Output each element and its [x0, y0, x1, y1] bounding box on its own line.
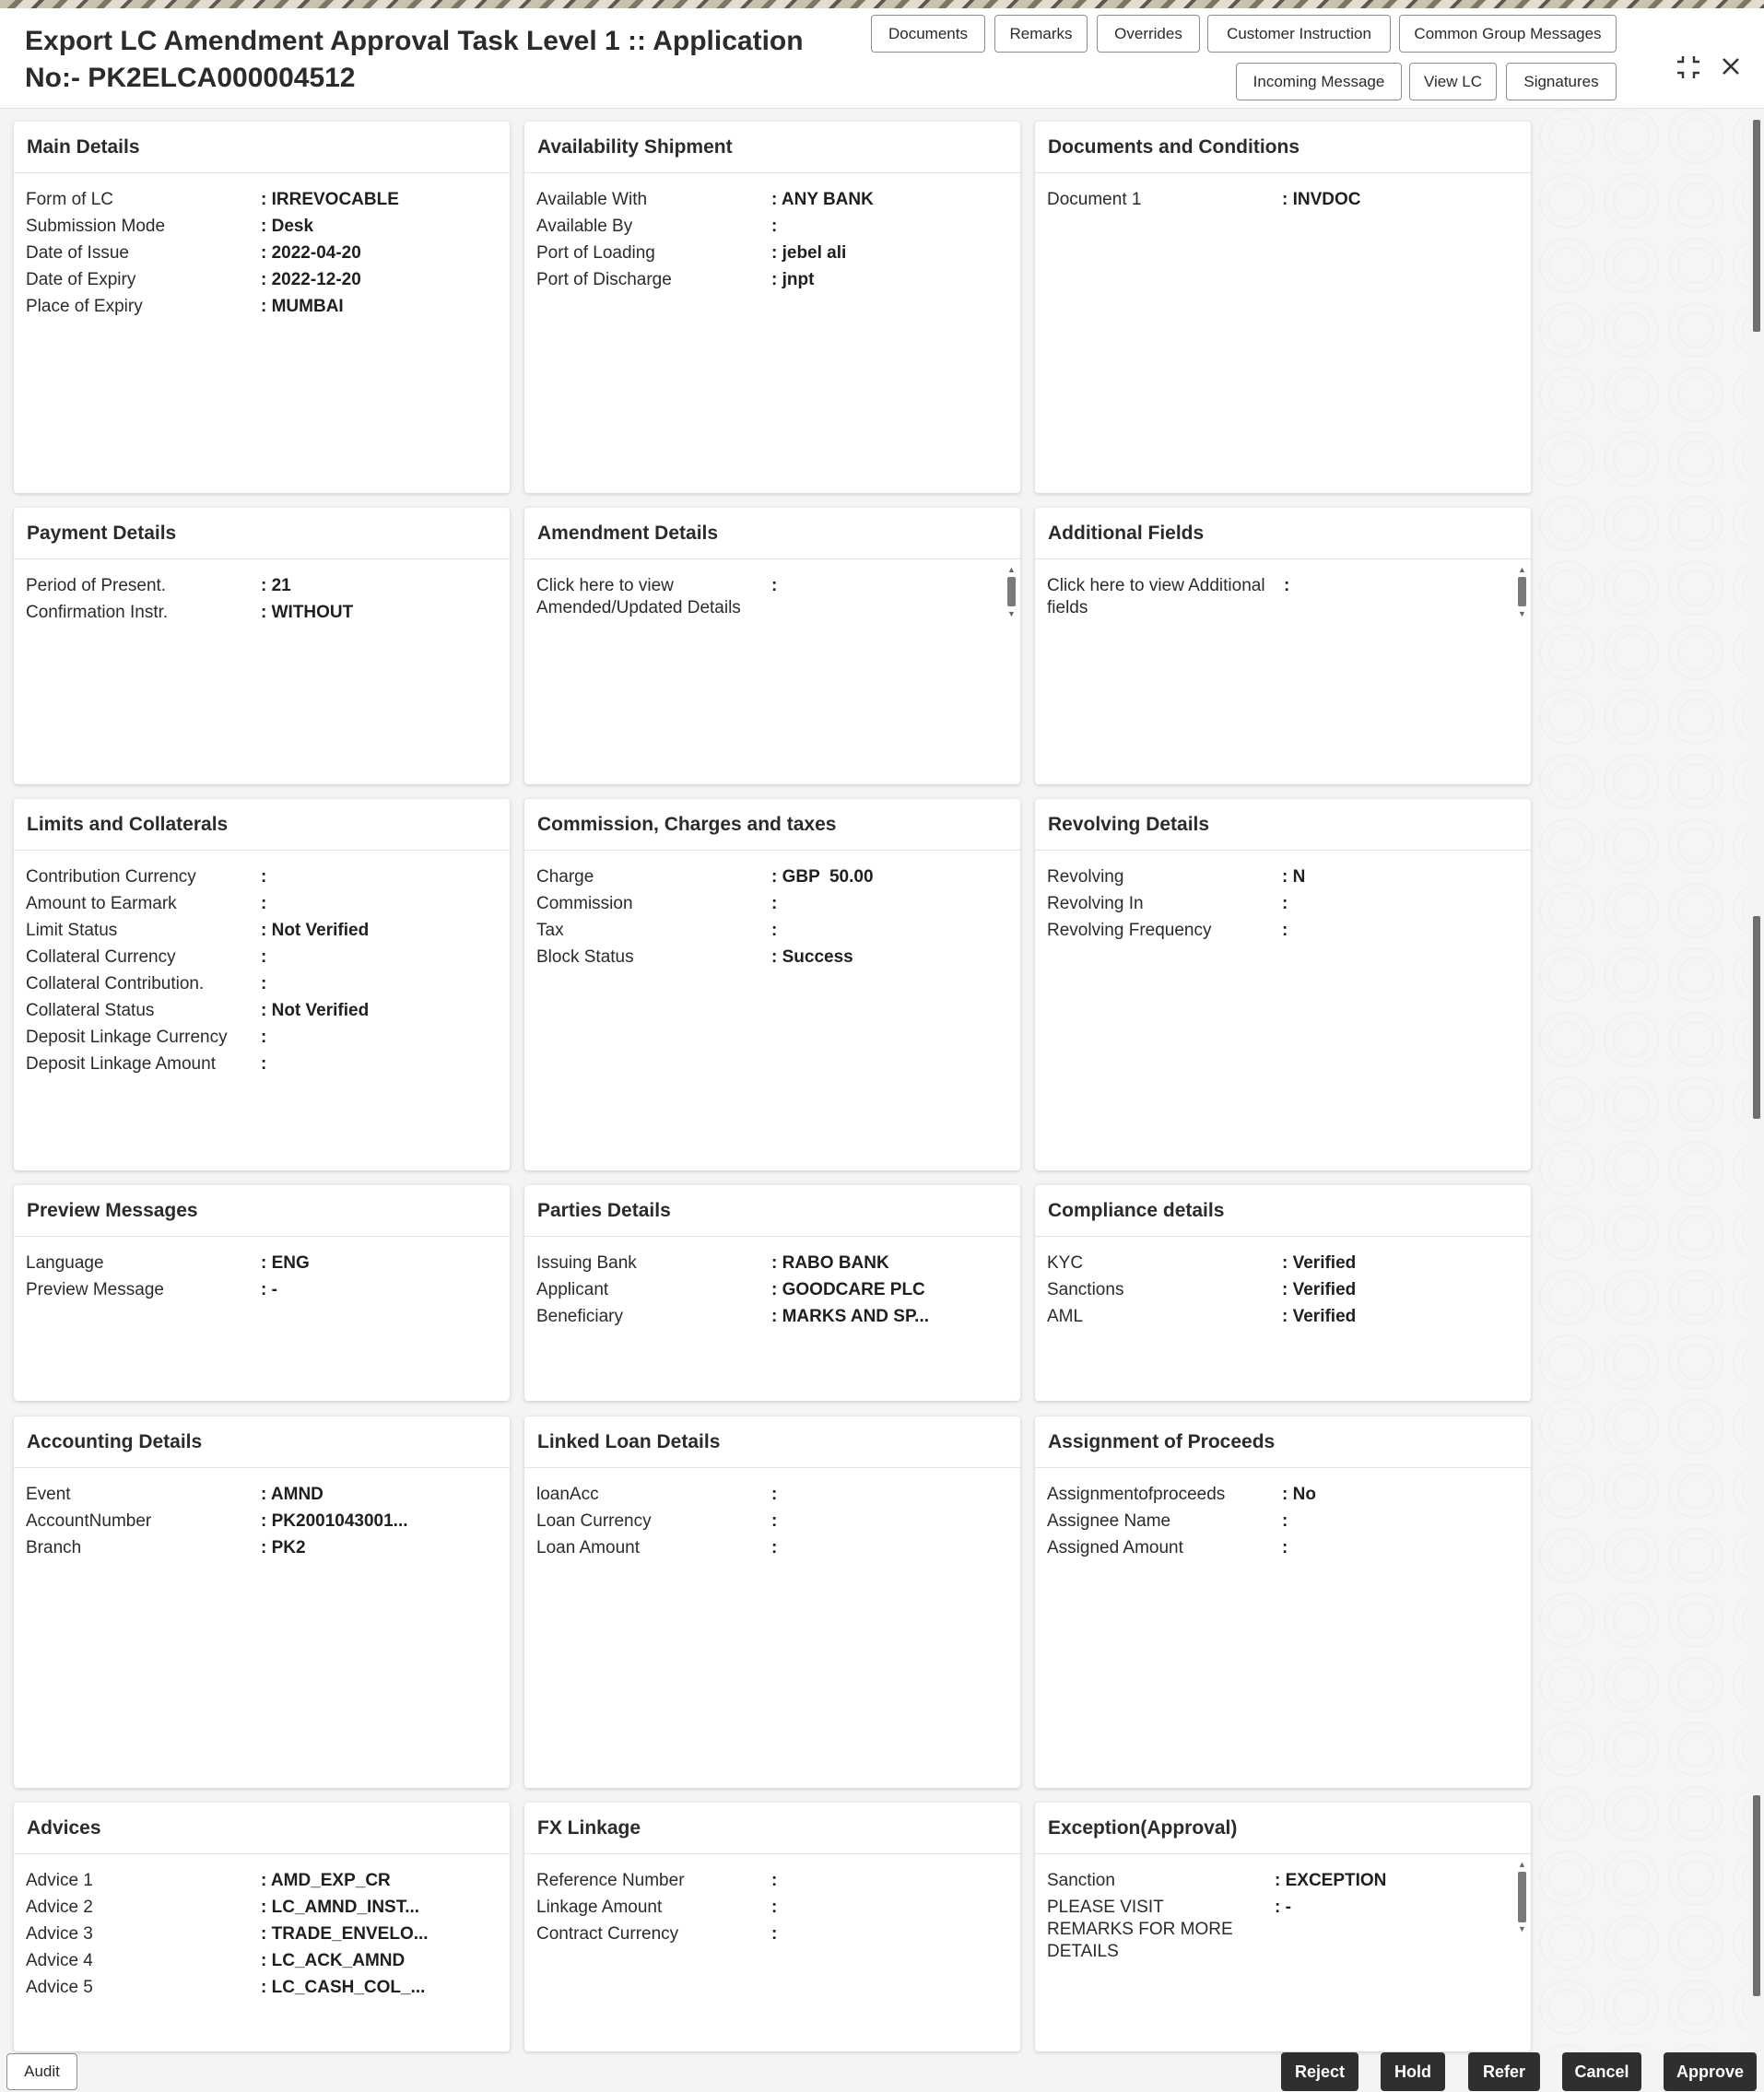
card-title: Revolving Details: [1035, 799, 1531, 851]
row-label: Block Status: [536, 947, 634, 967]
row-label: Commission: [536, 894, 633, 913]
row-label: KYC: [1047, 1253, 1084, 1273]
row-value: :: [261, 974, 267, 993]
detail-row: [536, 1484, 1020, 1510]
row-value: :: [771, 217, 778, 236]
row-value: :: [261, 1028, 267, 1047]
overrides-button[interactable]: Overrides: [1097, 15, 1200, 53]
card-title: Additional Fields: [1035, 508, 1531, 559]
customer-instruction-button[interactable]: Customer Instruction: [1207, 15, 1391, 53]
row-value: :: [261, 947, 267, 967]
detail-row: [536, 189, 1020, 216]
row-value: :: [771, 1871, 778, 1890]
row-value: : MUMBAI: [261, 297, 344, 316]
detail-row: [1047, 920, 1531, 946]
detail-row: [26, 296, 510, 323]
card-title: Linked Loan Details: [524, 1416, 1020, 1468]
row-label: Form of LC: [26, 190, 114, 209]
detail-row: [1047, 866, 1531, 893]
row-value: :: [771, 1538, 778, 1557]
header: [0, 8, 1764, 109]
assignment-proceeds-card: [1035, 1416, 1531, 1788]
detail-row: [536, 1279, 1020, 1306]
row-value: : No: [1282, 1485, 1316, 1504]
card-title: Advices: [14, 1803, 510, 1854]
row-label: Issuing Bank: [536, 1253, 637, 1273]
row-label: Reference Number: [536, 1871, 685, 1890]
detail-row: [1047, 1537, 1531, 1564]
card-title: Availability Shipment: [524, 122, 1020, 173]
row-label: Assigned Amount: [1047, 1538, 1183, 1557]
row-value: : LC_AMND_INST...: [261, 1898, 420, 1917]
availability-shipment-card: [524, 122, 1020, 493]
detail-row: [536, 216, 1020, 242]
scroll-down-icon[interactable]: ▼: [1518, 1924, 1526, 1933]
card-title: Compliance details: [1035, 1185, 1531, 1237]
row-label: Collateral Currency: [26, 947, 176, 967]
detail-row: [26, 189, 510, 216]
row-label: Applicant: [536, 1280, 609, 1299]
top-decorative-strip: [0, 0, 1764, 8]
row-value: : N: [1282, 867, 1306, 887]
row-label: Preview Message: [26, 1280, 164, 1299]
row-value: : ANY BANK: [771, 190, 874, 209]
detail-row: [26, 575, 510, 602]
accounting-details-card: [14, 1416, 510, 1788]
row-value: :: [1282, 1511, 1288, 1531]
scrollbar-thumb[interactable]: [1753, 916, 1760, 1119]
row-label: Revolving Frequency: [1047, 921, 1212, 940]
additional-fields-card: [1035, 508, 1531, 784]
row-label: Advice 4: [26, 1951, 93, 1970]
row-label: Assignee Name: [1047, 1511, 1171, 1531]
detail-row: [1047, 1279, 1531, 1306]
row-value: :: [771, 1924, 778, 1944]
detail-row: [26, 1977, 510, 2004]
parties-details-card: [524, 1185, 1020, 1401]
row-value: : LC_CASH_COL_...: [261, 1978, 426, 1997]
row-label: Amount to Earmark: [26, 894, 177, 913]
page-scrollbar[interactable]: [1749, 109, 1764, 2051]
row-label: Revolving: [1047, 867, 1124, 887]
approve-button[interactable]: Approve: [1664, 2052, 1757, 2091]
preview-messages-card: [14, 1185, 510, 1401]
detail-row: [536, 269, 1020, 296]
row-value: :: [261, 867, 267, 887]
row-label: Advice 5: [26, 1978, 93, 1997]
card-title: Exception(Approval): [1035, 1803, 1531, 1854]
amendment-details-card: [524, 508, 1020, 784]
detail-row: [26, 602, 510, 629]
limits-collaterals-card: [14, 799, 510, 1170]
row-value: : GOODCARE PLC: [771, 1280, 925, 1299]
card-title: FX Linkage: [524, 1803, 1020, 1854]
row-label: Confirmation Instr.: [26, 603, 169, 622]
row-value: : PK2001043001...: [261, 1511, 408, 1531]
row-label: Document 1: [1047, 190, 1142, 209]
row-value: : GBP 50.00: [771, 867, 874, 887]
background-pattern: [1539, 109, 1749, 2051]
detail-row: [26, 866, 510, 893]
row-value: : Verified: [1282, 1307, 1357, 1326]
row-value: : Verified: [1282, 1280, 1357, 1299]
detail-row: [26, 1897, 510, 1923]
compress-icon[interactable]: [1675, 53, 1702, 81]
row-value: :: [771, 1511, 778, 1531]
row-value: :: [771, 1485, 778, 1504]
scroll-up-icon[interactable]: ▲: [1007, 565, 1016, 574]
row-label: Deposit Linkage Amount: [26, 1054, 216, 1074]
row-value: : INVDOC: [1282, 190, 1361, 209]
scroll-down-icon[interactable]: ▼: [1518, 609, 1526, 618]
row-label: Assignmentofproceeds: [1047, 1485, 1226, 1504]
row-value: : LC_ACK_AMND: [261, 1951, 406, 1970]
row-value: : IRREVOCABLE: [261, 190, 399, 209]
row-value: : WITHOUT: [261, 603, 354, 622]
row-label: Sanction: [1047, 1871, 1115, 1890]
row-label: Deposit Linkage Currency: [26, 1028, 228, 1047]
cancel-button[interactable]: Cancel: [1562, 2052, 1641, 2091]
main-details-card: [14, 122, 510, 493]
detail-row: [1047, 1252, 1531, 1279]
commission-charges-card: [524, 799, 1020, 1170]
card-title: Accounting Details: [14, 1416, 510, 1468]
detail-row: [536, 1306, 1020, 1333]
detail-row: [536, 1923, 1020, 1950]
detail-row: [26, 1510, 510, 1537]
incoming-message-button[interactable]: Incoming Message: [1236, 63, 1402, 100]
detail-row: [26, 1252, 510, 1279]
row-value: : AMND: [261, 1485, 323, 1504]
row-label: Available By: [536, 217, 633, 236]
detail-row: [536, 1537, 1020, 1564]
hold-button[interactable]: Hold: [1381, 2052, 1445, 2091]
card-title: Preview Messages: [14, 1185, 510, 1237]
row-label: Submission Mode: [26, 217, 166, 236]
row-value: : Verified: [1282, 1253, 1357, 1273]
remarks-button[interactable]: Remarks: [994, 15, 1088, 53]
row-value: : 2022-12-20: [261, 270, 361, 289]
detail-row: [26, 1484, 510, 1510]
row-value: : -: [261, 1280, 277, 1299]
detail-row: [26, 242, 510, 269]
detail-row: [536, 946, 1020, 973]
row-value: : Not Verified: [261, 921, 370, 940]
scrollbar-thumb[interactable]: [1518, 1872, 1526, 1922]
card-title: Commission, Charges and taxes: [524, 799, 1020, 851]
close-icon[interactable]: [1718, 53, 1744, 79]
row-label: Loan Amount: [536, 1538, 640, 1557]
compliance-details-card: [1035, 1185, 1531, 1401]
row-label: Branch: [26, 1538, 82, 1557]
row-label: Revolving In: [1047, 894, 1144, 913]
detail-row: [26, 1053, 510, 1080]
linked-loan-details-card: [524, 1416, 1020, 1788]
row-label: Tax: [536, 921, 564, 940]
detail-row: [536, 1510, 1020, 1537]
row-value: :: [771, 921, 778, 940]
row-value: : MARKS AND SP...: [771, 1307, 930, 1326]
reject-button[interactable]: Reject: [1281, 2052, 1358, 2091]
row-label: Limit Status: [26, 921, 118, 940]
row-label: Charge: [536, 867, 594, 887]
row-label: AccountNumber: [26, 1511, 152, 1531]
row-label: Advice 3: [26, 1924, 93, 1944]
detail-row: [536, 1870, 1020, 1897]
detail-row: [1047, 1306, 1531, 1333]
row-label: Place of Expiry: [26, 297, 143, 316]
detail-row: [536, 1252, 1020, 1279]
payment-details-card: [14, 508, 510, 784]
fx-linkage-card: [524, 1803, 1020, 2051]
row-label: Available With: [536, 190, 648, 209]
scroll-up-icon[interactable]: ▲: [1518, 1860, 1526, 1869]
row-label: Collateral Contribution.: [26, 974, 205, 993]
detail-row: [1047, 189, 1531, 216]
row-label: Language: [26, 1253, 104, 1273]
detail-row: [26, 1923, 510, 1950]
scrollbar-thumb[interactable]: [1753, 120, 1760, 332]
detail-row: [1047, 1484, 1531, 1510]
row-value: : jebel ali: [771, 243, 847, 263]
row-label: Date of Expiry: [26, 270, 136, 289]
detail-row: [536, 866, 1020, 893]
row-value: : Desk: [261, 217, 314, 236]
row-value: : Not Verified: [261, 1001, 370, 1020]
scrollbar-thumb[interactable]: [1007, 577, 1016, 606]
row-value: : ENG: [261, 1253, 310, 1273]
card-title: Amendment Details: [524, 508, 1020, 559]
row-label: Port of Discharge: [536, 270, 672, 289]
detail-row: [26, 1000, 510, 1027]
revolving-details-card: [1035, 799, 1531, 1170]
row-value: :: [1282, 1538, 1288, 1557]
scrollbar-thumb[interactable]: [1518, 577, 1526, 606]
card-title: Main Details: [14, 122, 510, 173]
row-value: : PK2: [261, 1538, 306, 1557]
row-value: :: [1282, 921, 1288, 940]
row-label: loanAcc: [536, 1485, 599, 1504]
row-label: Period of Present.: [26, 576, 167, 595]
documents-button[interactable]: Documents: [871, 15, 985, 53]
detail-row: [26, 946, 510, 973]
detail-row: [536, 1897, 1020, 1923]
amended-details-link-row[interactable]: [536, 575, 1020, 617]
row-value: : AMD_EXP_CR: [261, 1871, 391, 1890]
detail-row: [536, 242, 1020, 269]
row-value: :: [1282, 894, 1288, 913]
detail-row: [26, 973, 510, 1000]
row-value: :: [771, 576, 778, 595]
row-label: Advice 1: [26, 1871, 93, 1890]
card-scrollbar[interactable]: [1516, 565, 1527, 620]
row-label: Event: [26, 1485, 71, 1504]
scrollbar-thumb[interactable]: [1753, 1795, 1760, 1996]
row-value: : RABO BANK: [771, 1253, 889, 1273]
common-group-messages-button[interactable]: Common Group Messages: [1399, 15, 1617, 53]
row-label: Contribution Currency: [26, 867, 196, 887]
detail-row: [26, 1537, 510, 1564]
card-title: Limits and Collaterals: [14, 799, 510, 851]
row-label: Port of Loading: [536, 243, 655, 263]
row-label: AML: [1047, 1307, 1084, 1326]
documents-conditions-card: [1035, 122, 1531, 493]
detail-row: [26, 1950, 510, 1977]
detail-row: [1047, 1510, 1531, 1537]
detail-row: [26, 920, 510, 946]
row-label: Sanctions: [1047, 1280, 1124, 1299]
row-value: : -: [1275, 1898, 1291, 1917]
page-title: Export LC Amendment Approval Task Level 1 :: Application No:- PK2ELCA000004512: [25, 26, 804, 93]
row-label: Linkage Amount: [536, 1898, 663, 1917]
scroll-up-icon[interactable]: ▲: [1518, 565, 1526, 574]
row-value: :: [261, 1054, 267, 1074]
detail-row: [536, 893, 1020, 920]
row-value: : Success: [771, 947, 853, 967]
row-value: :: [771, 894, 778, 913]
detail-row: [26, 269, 510, 296]
audit-button[interactable]: Audit: [6, 2053, 77, 2090]
detail-row: [26, 893, 510, 920]
row-value: : TRADE_ENVELO...: [261, 1924, 429, 1944]
row-label: Beneficiary: [536, 1307, 623, 1326]
detail-row: [26, 1870, 510, 1897]
row-label: Loan Currency: [536, 1511, 652, 1531]
exception-approval-card: [1035, 1803, 1531, 2051]
signatures-button[interactable]: Signatures: [1506, 63, 1617, 100]
advices-card: [14, 1803, 510, 2051]
detail-row: [26, 216, 510, 242]
card-title: Payment Details: [14, 508, 510, 559]
detail-row: [26, 1279, 510, 1306]
detail-row: [1047, 1897, 1531, 1961]
card-scrollbar[interactable]: [1516, 1860, 1527, 1933]
detail-row: [536, 920, 1020, 946]
refer-button[interactable]: Refer: [1468, 2052, 1540, 2091]
scroll-down-icon[interactable]: ▼: [1007, 609, 1016, 618]
detail-row: [1047, 893, 1531, 920]
card-title: Documents and Conditions: [1035, 122, 1531, 173]
row-value: :: [771, 1898, 778, 1917]
row-label[interactable]: Click here to view Amended/Updated Details: [536, 576, 741, 617]
row-value: : jnpt: [771, 270, 815, 289]
detail-row: [1047, 1870, 1531, 1897]
row-label: Contract Currency: [536, 1924, 679, 1944]
row-label: PLEASE VISIT REMARKS FOR MORE DETAILS: [1047, 1898, 1233, 1961]
row-label: Advice 2: [26, 1898, 93, 1917]
row-value: :: [261, 894, 267, 913]
row-label[interactable]: Click here to view Additional fields: [1047, 576, 1265, 617]
row-value: :: [1284, 576, 1290, 595]
additional-fields-link-row[interactable]: [1047, 575, 1531, 617]
row-label: Date of Issue: [26, 243, 129, 263]
detail-row: [26, 1027, 510, 1053]
row-label: Collateral Status: [26, 1001, 155, 1020]
row-value: : 21: [261, 576, 291, 595]
view-lc-button[interactable]: View LC: [1409, 63, 1497, 100]
row-value: : 2022-04-20: [261, 243, 361, 263]
card-title: Assignment of Proceeds: [1035, 1416, 1531, 1468]
card-scrollbar[interactable]: [1005, 565, 1017, 620]
row-value: : EXCEPTION: [1275, 1871, 1387, 1890]
card-title: Parties Details: [524, 1185, 1020, 1237]
